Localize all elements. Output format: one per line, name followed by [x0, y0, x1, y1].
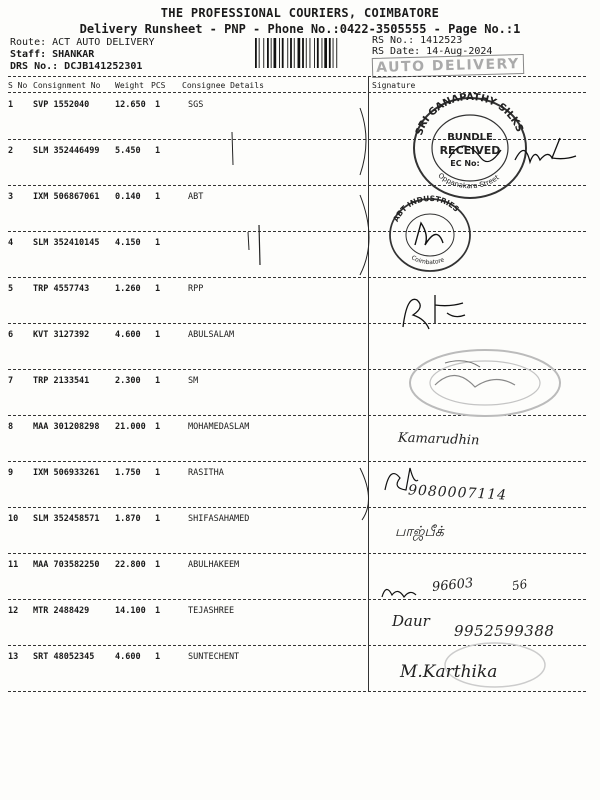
- row-consignment-no: MTR 2488429: [33, 606, 90, 616]
- row-consignee: ABT: [188, 192, 204, 202]
- row-separator: [8, 599, 586, 600]
- barcode: [255, 38, 355, 68]
- barcode-bar: [302, 38, 304, 68]
- row-weight: 22.800: [115, 560, 146, 570]
- row-pcs: 1: [155, 238, 161, 248]
- row-sno: 6: [8, 330, 14, 340]
- barcode-bar: [322, 38, 323, 68]
- row-weight: 1.260: [115, 284, 141, 294]
- drs-number: DRS No.: DCJB141252301: [10, 61, 143, 72]
- row-weight: 4.600: [115, 330, 141, 340]
- row-pcs: 1: [155, 284, 161, 294]
- row-weight: 5.450: [115, 146, 141, 156]
- row8-handwriting: Kamarudhin: [397, 430, 480, 449]
- row-weight: 4.600: [115, 652, 141, 662]
- row-separator: [8, 461, 586, 462]
- row-consignment-no: SLM 352410145: [33, 238, 100, 248]
- row-sno: 2: [8, 146, 14, 156]
- row-sno: 9: [8, 468, 14, 478]
- barcode-bar: [306, 38, 307, 68]
- col-signature: Signature: [372, 81, 416, 90]
- col-consignment: Consignment No: [33, 81, 101, 90]
- row-consignment-no: SLM 352458571: [33, 514, 100, 524]
- stamp1-bundle: BUNDLE: [447, 132, 493, 143]
- row-weight: 21.000: [115, 422, 146, 432]
- row-consignee: SM: [188, 376, 199, 386]
- row-pcs: 1: [155, 652, 161, 662]
- row12-handwriting-1: Daur: [392, 612, 430, 630]
- row-sno: 7: [8, 376, 14, 386]
- stamp1-ec: EC No:: [450, 159, 480, 168]
- row-pcs: 1: [155, 376, 161, 386]
- barcode-bar: [263, 38, 264, 68]
- route-label: Route: ACT AUTO DELIVERY: [10, 37, 155, 48]
- barcode-bar: [290, 38, 292, 68]
- row-consignment-no: SLM 352446499: [33, 146, 100, 156]
- barcode-bar: [310, 38, 311, 68]
- row-consignment-no: IXM 506867061: [33, 192, 100, 202]
- row-consignee: SHIFASAHAMED: [188, 514, 250, 524]
- row-separator: [8, 507, 586, 508]
- row11-handwriting-2: 56: [510, 576, 529, 594]
- row-consignee: RPP: [188, 284, 204, 294]
- row-separator: [8, 691, 586, 692]
- barcode-bar: [329, 38, 331, 68]
- row-consignee: ABULSALAM: [188, 330, 235, 340]
- row-weight: 4.150: [115, 238, 141, 248]
- row-separator: [8, 231, 586, 232]
- row-consignee: SGS: [188, 100, 204, 110]
- row-consignee: SUNTECHENT: [188, 652, 240, 662]
- barcode-bar: [314, 38, 315, 68]
- row9-handwriting: 9080007114: [407, 482, 508, 504]
- row-sno: 12: [8, 606, 19, 616]
- svg-text:ABT INDUSTRIES: [391, 194, 461, 223]
- row10-handwriting: பாஜ்பீக்: [395, 524, 444, 540]
- barcode-bar: [267, 38, 269, 68]
- runsheet-subtitle: Delivery Runsheet - PNP - Phone No.:0422-3505555 - Page No.:1: [79, 22, 521, 36]
- row-consignee: TEJASHREE: [188, 606, 235, 616]
- row-weight: 14.100: [115, 606, 146, 616]
- stamp1-top-text: SRI GANAPATHY SILKS: [413, 91, 525, 137]
- barcode-bar: [271, 38, 272, 68]
- row-sno: 5: [8, 284, 14, 294]
- barcode-bar: [282, 38, 284, 68]
- row-sno: 10: [8, 514, 19, 524]
- row-sno: 8: [8, 422, 14, 432]
- table-top-line: [8, 76, 586, 77]
- col-pcs: PCS: [151, 81, 166, 90]
- row-weight: 1.750: [115, 468, 141, 478]
- row-consignment-no: MAA 703582250: [33, 560, 100, 570]
- barcode-bar: [259, 38, 260, 68]
- barcode-bar: [287, 38, 288, 68]
- row-pcs: 1: [155, 514, 161, 524]
- rs-date: RS Date: 14-Aug-2024: [372, 46, 493, 57]
- col-weight: Weight: [115, 81, 144, 90]
- row-pcs: 1: [155, 560, 161, 570]
- row1-signature: [510, 130, 580, 175]
- stamp1-received: RECEIVED: [439, 144, 501, 157]
- barcode-bar: [317, 38, 319, 68]
- row11-signature-scribble: [378, 575, 418, 605]
- row-consignment-no: IXM 506933261: [33, 468, 100, 478]
- stamp2-bottom-text: Coimbatore: [409, 254, 446, 267]
- row13-handwriting: M.Karthika: [400, 662, 498, 682]
- row5-signature: [395, 285, 470, 335]
- barcode-bar: [274, 38, 277, 68]
- staff-label: Staff: SHANKAR: [10, 49, 95, 60]
- row-pcs: 1: [155, 192, 161, 202]
- row-pcs: 1: [155, 100, 161, 110]
- row-weight: 0.140: [115, 192, 141, 202]
- col-sno: S No: [8, 81, 28, 90]
- row-pcs: 1: [155, 468, 161, 478]
- row-consignee: RASITHA: [188, 468, 224, 478]
- row-consignment-no: MAA 301208298: [33, 422, 100, 432]
- barcode-bar: [336, 38, 337, 68]
- barcode-bar: [298, 38, 301, 68]
- row-pcs: 1: [155, 330, 161, 340]
- row-consignee: MOHAMEDASLAM: [188, 422, 250, 432]
- row-consignment-no: SVP 1552040: [33, 100, 90, 110]
- rs-number: RS No.: 1412523: [372, 35, 463, 46]
- row-sno: 3: [8, 192, 14, 202]
- company-title: THE PROFESSIONAL COURIERS, COIMBATORE: [160, 6, 440, 20]
- row-sno: 11: [8, 560, 19, 570]
- row-sno: 1: [8, 100, 14, 110]
- svg-text:SRI GANAPATHY SILKS: [414, 92, 525, 137]
- row-separator: [8, 323, 586, 324]
- barcode-bar: [324, 38, 327, 68]
- abt-industries-stamp: [385, 195, 475, 273]
- row-consignment-no: SRT 48052345: [33, 652, 95, 662]
- stamp2-top-text: ABT INDUSTRIES: [391, 193, 461, 224]
- row-weight: 12.650: [115, 100, 146, 110]
- col-consignee: Consignee Details: [182, 81, 264, 90]
- row-separator: [8, 553, 586, 554]
- faded-stamp-row6-7: [405, 345, 565, 420]
- row11-handwriting-1: 96603: [431, 575, 475, 596]
- row-pcs: 1: [155, 606, 161, 616]
- row12-handwriting-2: 9952599388: [454, 622, 555, 640]
- row-weight: 2.300: [115, 376, 141, 386]
- row-pcs: 1: [155, 146, 161, 156]
- row-pcs: 1: [155, 422, 161, 432]
- row-consignment-no: TRP 2133541: [33, 376, 90, 386]
- row-separator: [8, 277, 586, 278]
- row-sno: 13: [8, 652, 19, 662]
- barcode-bar: [294, 38, 295, 68]
- barcode-bar: [279, 38, 280, 68]
- row-consignee: ABULHAKEEM: [188, 560, 240, 570]
- row-consignment-no: TRP 4557743: [33, 284, 90, 294]
- barcode-bar: [333, 38, 334, 68]
- row-weight: 1.870: [115, 514, 141, 524]
- barcode-bar: [255, 38, 257, 68]
- row-consignment-no: KVT 3127392: [33, 330, 90, 340]
- auto-delivery-stamp: AUTO DELIVERY: [372, 54, 524, 78]
- row-sno: 4: [8, 238, 14, 248]
- stamp1-bottom-text: Oppanakara Street: [436, 171, 501, 191]
